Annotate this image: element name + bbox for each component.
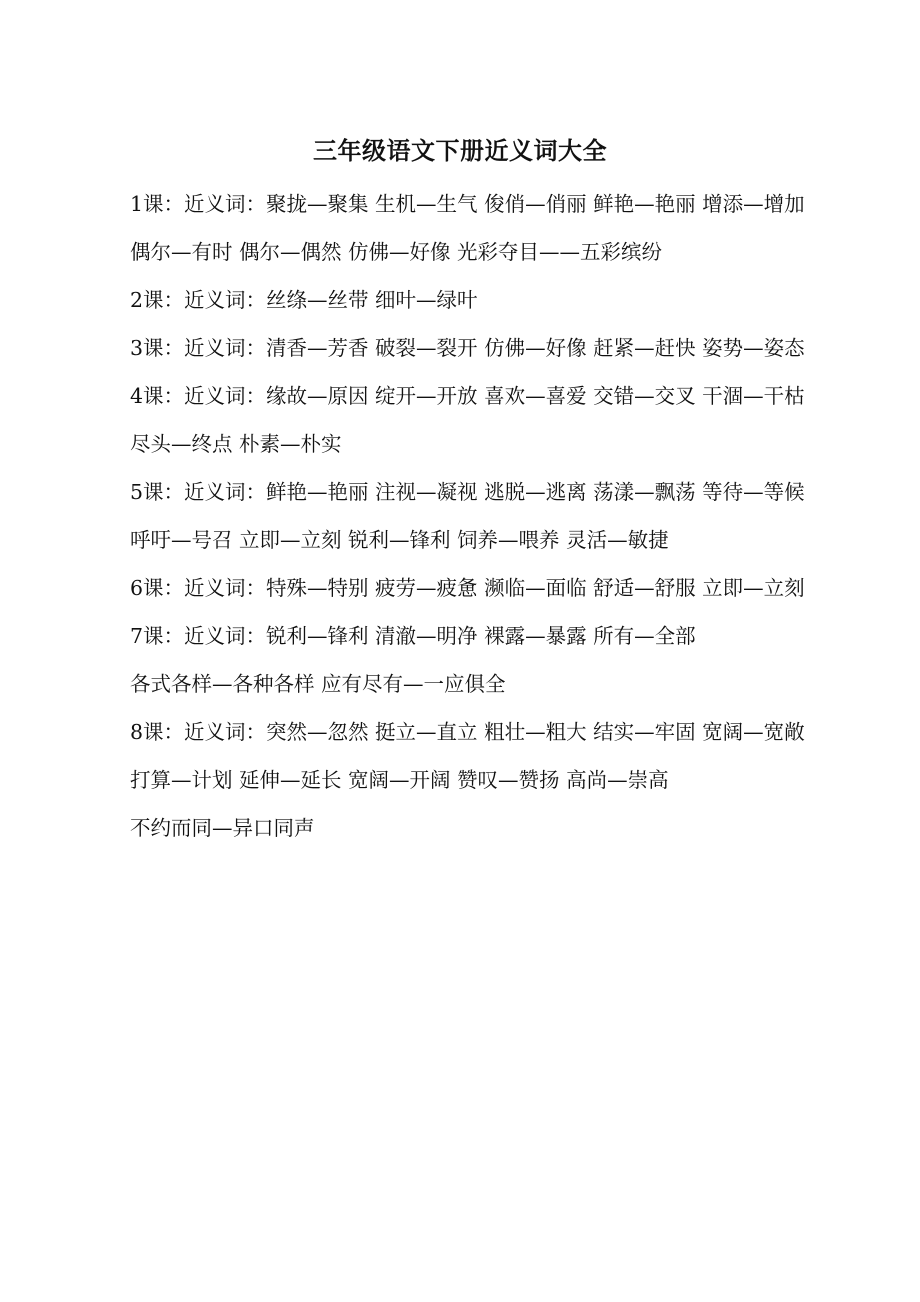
paragraph-lesson-7-cont: 各式各样—各种各样 应有尽有—一应俱全 [130, 672, 506, 696]
paragraph-lesson-7: 7课：近义词：锐利—锋利 清澈—明净 裸露—暴露 所有—全部 [130, 624, 696, 648]
paragraph-lesson-8-cont: 打算—计划 延伸—延长 宽阔—开阔 赞叹—赞扬 高尚—崇高 [130, 768, 669, 792]
paragraph-lesson-5-cont: 呼吁—号召 立即—立刻 锐利—锋利 饲养—喂养 灵活—敏捷 [130, 528, 669, 552]
document-body [88, 180, 823, 852]
document-title: 三年级语文下册近义词大全 [313, 136, 607, 165]
paragraph-lesson-4: 4课：近义词：缘故—原因 绽开—开放 喜欢—喜爱 交错—交叉 干涸—干枯 [130, 384, 805, 408]
paragraph-lesson-5: 5课：近义词：鲜艳—艳丽 注视—凝视 逃脱—逃离 荡漾—飘荡 等待—等候 [130, 480, 805, 504]
paragraph-lesson-8: 8课：近义词：突然—忽然 挺立—直立 粗壮—粗大 结实—牢固 宽阔—宽敞 [130, 720, 805, 744]
paragraph-lesson-6: 6课：近义词：特殊—特别 疲劳—疲惫 濒临—面临 舒适—舒服 立即—立刻 [130, 576, 805, 600]
paragraph-lesson-1: 1课：近义词：聚拢—聚集 生机—生气 俊俏—俏丽 鲜艳—艳丽 增添—增加 [130, 192, 805, 216]
paragraph-lesson-4-cont: 尽头—终点 朴素—朴实 [130, 432, 342, 456]
paragraph-lesson-2: 2课：近义词：丝绦—丝带 细叶—绿叶 [130, 288, 478, 312]
paragraph-lesson-3: 3课：近义词：清香—芳香 破裂—裂开 仿佛—好像 赶紧—赶快 姿势—姿态 [130, 336, 805, 360]
paragraph-lesson-8-idiom: 不约而同—异口同声 [130, 816, 315, 840]
paragraph-lesson-1-cont: 偶尔—有时 偶尔—偶然 仿佛—好像 光彩夺目——五彩缤纷 [130, 240, 663, 264]
